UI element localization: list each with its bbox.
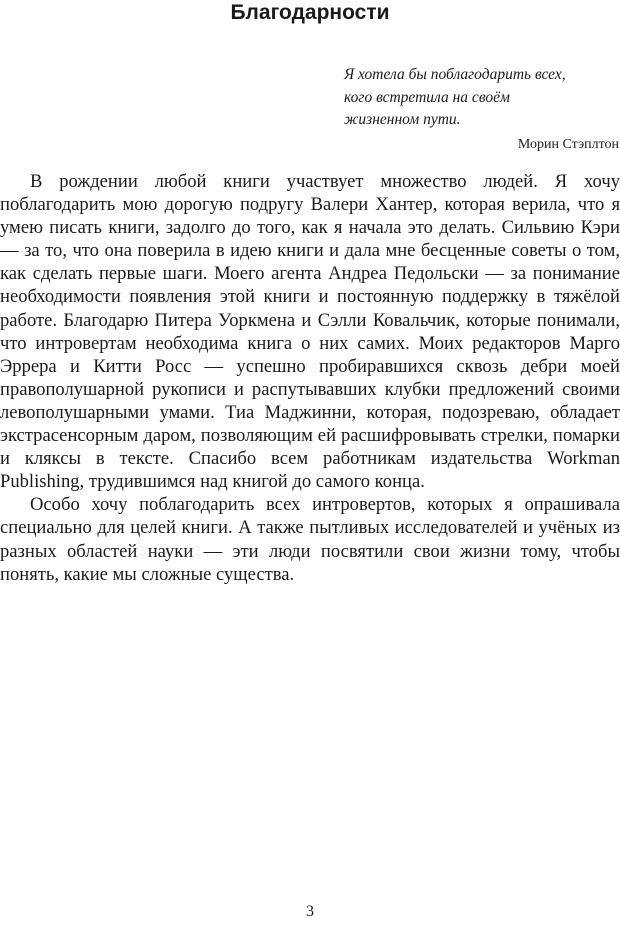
epigraph-line: жизненном пути. — [344, 111, 461, 128]
page-number: 3 — [306, 903, 314, 920]
paragraph: В рождении любой книги участвует множество людей. Я хочу поблагодарить мою дорогую подругу Валери Хантер, которая верила, что я умею писать книги, задолго до того, как я начала это делать. Сильвию Кэри — за то, что она поверила в идею книги и дала мне бесценные советы о том, как сделать первые шаги. Моего агента Андреа Педольски — за понимание необходимости появления этой книги и постоянную поддержку в тяжёлой работе. Благодарю Питера Уоркмена и Сэлли Ковальчик, которые понимали, что интровертам необходима книга о них самих. Моих редакторов Марго Эррера и Китти Росс — успешно пробиравшихся сквозь дебри моей правополушарной рукописи и распутывавших клубки предложений своими левополушарными умами. Тиа Маджинни, которая, подозреваю, обладает экстрасенсорным даром, позволяющим ей расшифровывать стрелки, помарки и кляксы в тексте. Спасибо всем работникам издательства Workman Publishing, трудившимся над книгой до самого конца. — [0, 171, 620, 493]
epigraph-line: Я хотела бы поблагодарить всех, — [344, 66, 566, 83]
paragraph: Особо хочу поблагодарить всех интровертов, которых я опрашивала специально для целей книги. А также пытливых исследователей и учёных из разных областей науки — эти люди посвятили свои жизни тому, чтобы понять, какие мы сложные существа. — [0, 494, 620, 585]
page-title: Благодарности — [230, 1, 390, 24]
epigraph — [344, 64, 620, 132]
epigraph-author: Морин Стэплтон — [517, 137, 619, 152]
epigraph-line: кого встретила на своём — [344, 88, 510, 106]
body-text — [0, 170, 620, 586]
